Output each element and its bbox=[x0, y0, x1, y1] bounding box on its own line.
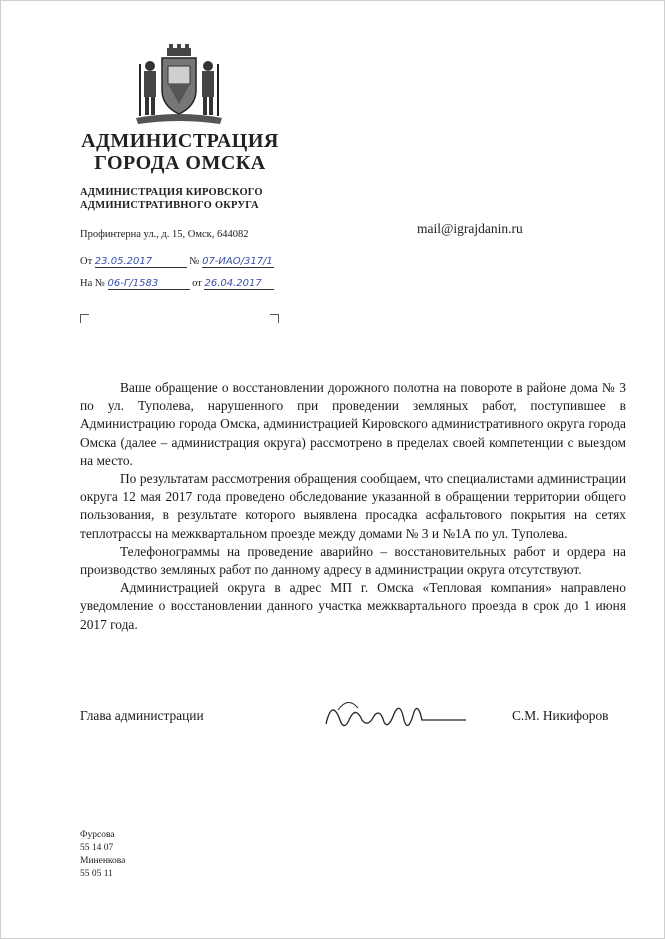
outgoing-reference bbox=[80, 256, 274, 268]
body-paragraph: Администрацией округа в адрес МП г. Омска «Тепловая компания» направлено уведомление о восстановлении данного участка межквартального проезда в срок до 1 июня 2017 года. bbox=[80, 580, 626, 632]
recipient-email: mail@igrajdanin.ru bbox=[417, 221, 523, 236]
org-title-line2: ГОРОДА ОМСКА bbox=[94, 152, 266, 174]
signatory-name: С.М. Никифоров bbox=[512, 708, 609, 723]
contact-name: Миненкова bbox=[80, 856, 126, 866]
incoming-date: 26.04.2017 bbox=[204, 278, 274, 290]
outgoing-number: 07-ИАО/317/1 bbox=[202, 256, 273, 267]
coat-of-arms-emblem bbox=[132, 44, 226, 128]
to-label: На № bbox=[80, 278, 105, 289]
body-paragraph: По результатам рассмотрения обращения сообщаем, что специалистами администрации округа 12 мая 2017 года проведено обследование указанной в обращении территории общего пользования, в результате которого выявлена просадка асфальтового покрытия на сетях теплотрассы на межквартальном проезде между домами № 3 и №1А по ул. Туполева. bbox=[80, 471, 626, 541]
address-block-corner-right bbox=[270, 314, 279, 323]
incoming-number: 06-Г/1583 bbox=[108, 278, 190, 290]
address-block-corner-left bbox=[80, 314, 89, 323]
from-date: 23.05.2017 bbox=[95, 256, 187, 268]
sub-org-line2: АДМИНИСТРАТИВНОГО ОКРУГА bbox=[80, 200, 259, 211]
contact-phone: 55 14 07 bbox=[80, 843, 114, 853]
to-date-label: от bbox=[192, 278, 202, 289]
contact-name: Фурсова bbox=[80, 830, 115, 840]
body-paragraph: Телефонограммы на проведение аварийно – восстановительных работ и ордера на производство земляных работ по данному адресу в администрации округа отсутствуют. bbox=[80, 543, 626, 578]
body-paragraph: Ваше обращение о восстановлении дорожного полотна на повороте в районе дома № 3 по ул. Туполева, нарушенного при проведении земляных работ, поступившее в Администрацию города Омска, администрацией Кировского административного округа города Омска (далее – администрация округа) рассмотрено в пределах своей компетенции с выездом на место. bbox=[80, 380, 626, 468]
executor-contacts bbox=[80, 829, 125, 881]
letter-body bbox=[80, 379, 626, 634]
number-label: № bbox=[189, 256, 200, 267]
signatory-role: Глава администрации bbox=[80, 708, 204, 723]
org-title-line1: АДМИНИСТРАЦИЯ bbox=[81, 130, 279, 152]
incoming-reference bbox=[80, 278, 274, 290]
contact-phone: 55 05 11 bbox=[80, 869, 113, 879]
handwritten-signature bbox=[318, 690, 468, 740]
from-label: От bbox=[80, 256, 93, 267]
org-address: Профинтерна ул., д. 15, Омск, 644082 bbox=[80, 229, 249, 240]
sub-org-line1: АДМИНИСТРАЦИЯ КИРОВСКОГО bbox=[80, 187, 263, 198]
